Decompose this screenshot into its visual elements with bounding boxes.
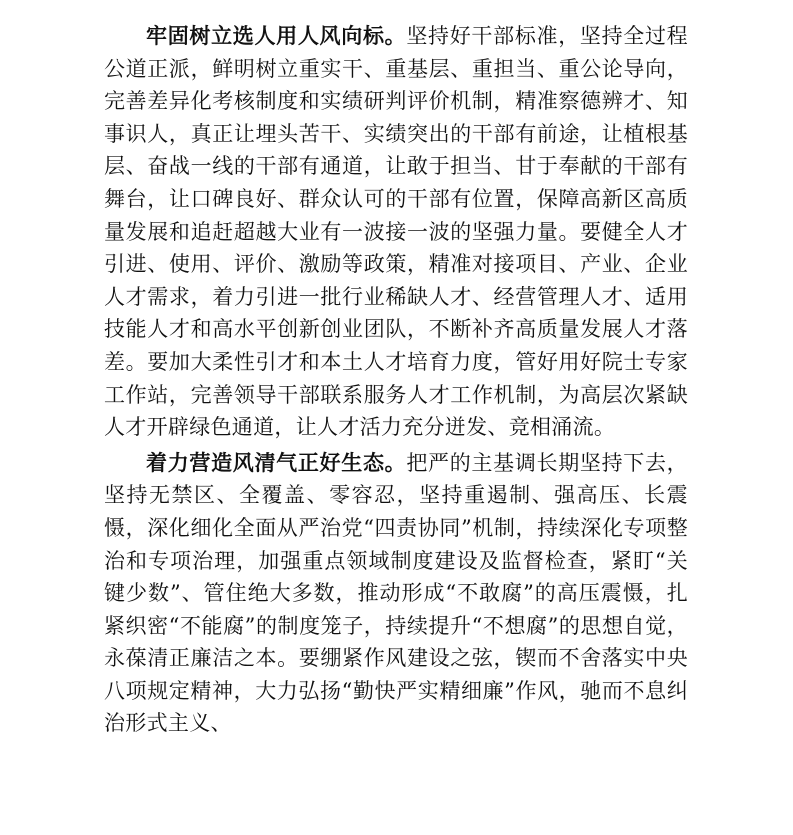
paragraph-talent-selection [104,20,688,444]
paragraph-heading: 牢固树立选人用人风向标。 [146,23,407,48]
paragraph-body: 坚持好干部标准，坚持全过程公道正派，鲜明树立重实干、重基层、重担当、重公论导向，完善差异化考核制度和实绩研判评价机制，精准察德辨才、知事识人，真正让埋头苦干、实绩突出的干部有前途，让植根基层、奋战一线的干部有通道，让敢于担当、甘于奉献的干部有舞台，让口碑良好、群众认可的干部有位置，保障高新区高质量发展和追赶超越大业有一波接一波的坚强力量。要健全人才引进、使用、评价、激励等政策，精准对接项目、产业、企业人才需求，着力引进一批行业稀缺人才、经营管理人才、适用技能人才和高水平创新创业团队，不断补齐高质量发展人才落差。要加大柔性引才和本土人才培育力度，管好用好院士专家工作站，完善领导干部联系服务人才工作机制，为高层次紧缺人才开辟绿色通道，让人才活力充分迸发、竞相涌流。 [104,24,688,440]
paragraph-political-ecology [104,447,688,740]
paragraph-body: 把严的主基调长期坚持下去，坚持无禁区、全覆盖、零容忍，坚持重遏制、强高压、长震慑，深化细化全面从严治党“四责协同”机制，持续深化专项整治和专项治理，加强重点领域制度建设及监督检查，紧盯“关键少数”、管住绝大多数，推动形成“不敢腐”的高压震慑，扎紧织密“不能腐”的制度笼子，持续提升“不想腐”的思想自觉，永葆清正廉洁之本。要绷紧作风建设之弦，锲而不舍落实中央八项规定精神，大力弘扬“勤快严实精细廉”作风，驰而不息纠治形式主义、 [104,450,688,736]
paragraph-heading: 着力营造风清气正好生态。 [146,449,407,475]
document-page [104,20,688,740]
